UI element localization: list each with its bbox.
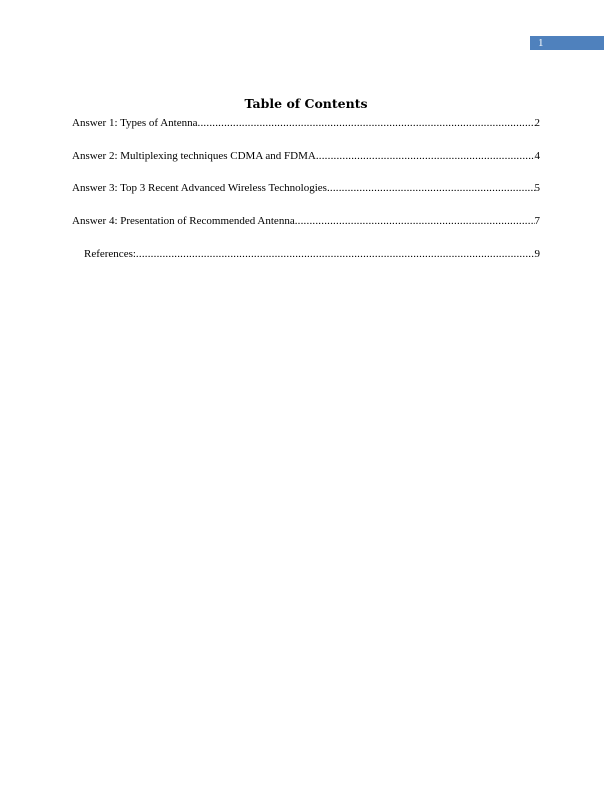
toc-entry-label: Answer 4: Presentation of Recommended Antenna [72,215,295,228]
toc-entry-page: 5 [534,182,540,195]
table-of-contents [72,116,540,279]
toc-entry-page: 4 [534,149,540,162]
toc-entry-answer-3[interactable] [72,181,540,195]
toc-entry-answer-1[interactable] [72,116,540,130]
toc-title: Table of Contents [244,96,368,111]
toc-entry-answer-2[interactable] [72,149,540,163]
toc-dot-leader [327,181,535,195]
toc-entry-label: Answer 2: Multiplexing techniques CDMA and FDMA [72,149,316,162]
toc-dot-leader [198,116,535,130]
toc-dot-leader [316,149,535,163]
page-number-text: 1 [538,37,544,49]
toc-entry-label: Answer 1: Types of Antenna [72,117,198,129]
page-number [530,36,604,50]
toc-entry-page: 7 [534,215,540,228]
toc-dot-leader [136,247,535,261]
toc-entry-page: 9 [534,247,540,260]
toc-entry-answer-4[interactable] [72,214,540,228]
toc-entry-label: References: [84,247,136,260]
toc-dot-leader [295,214,535,228]
toc-entry-label: Answer 3: Top 3 Recent Advanced Wireless Technologies [72,182,327,195]
toc-entry-page: 2 [534,117,540,129]
toc-entry-references[interactable] [72,247,540,261]
